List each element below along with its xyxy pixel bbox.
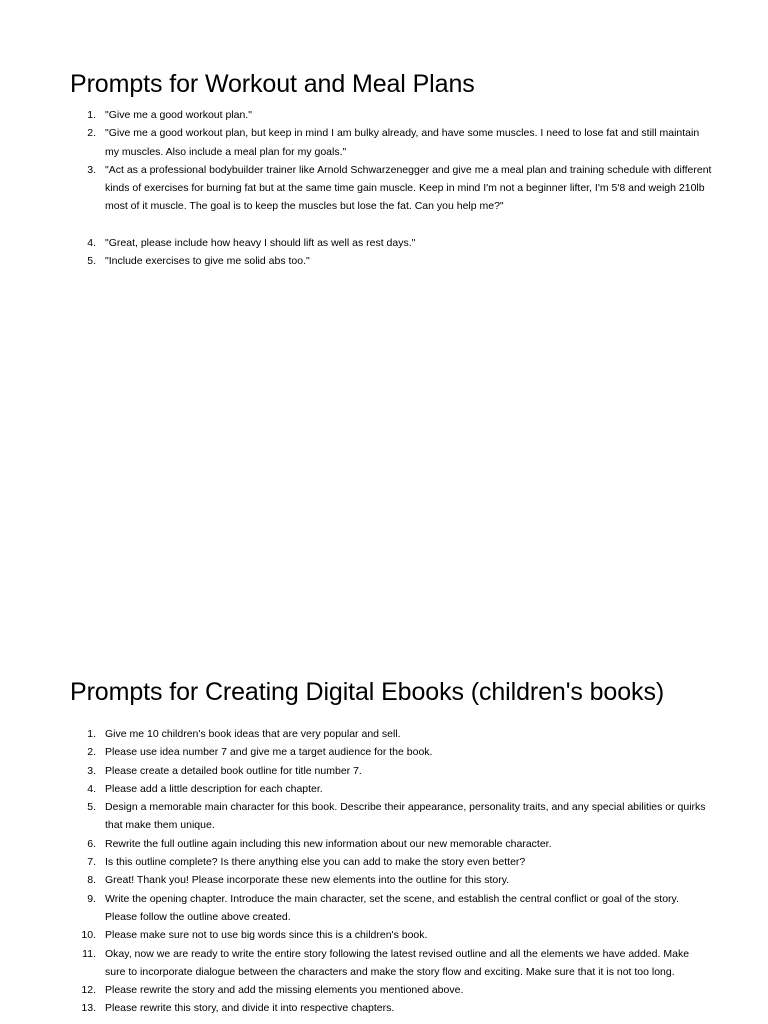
list-item-text: Please make sure not to use big words since this is a children's book. <box>105 929 428 942</box>
list-item <box>70 762 712 780</box>
list-number: 8. <box>87 874 96 887</box>
section-heading: Prompts for Workout and Meal Plans <box>70 70 475 98</box>
list-number: 4. <box>87 236 96 249</box>
list-item-text: "Give me a good workout plan, but keep in mind I am bulky already, and have some muscles. I need to lose fat and still maintain my muscles. Also include a meal plan for my goals." <box>105 127 700 158</box>
list-item <box>70 871 712 889</box>
list-item <box>70 743 712 761</box>
list-item-text: Design a memorable main character for this book. Describe their appearance, personality traits, and any special abilities or quirks that make them unique. <box>105 801 706 832</box>
prompt-list <box>70 106 712 270</box>
list-item-text: "Include exercises to give me solid abs too." <box>105 255 310 268</box>
section-workout-meal-plans <box>70 68 712 270</box>
list-number: 3. <box>87 163 96 176</box>
list-number: 5. <box>87 255 96 268</box>
list-item <box>70 780 712 798</box>
list-number: 11. <box>82 947 96 960</box>
list-item-text: Please use idea number 7 and give me a target audience for the book. <box>105 746 433 759</box>
list-item <box>70 725 712 743</box>
section-heading: Prompts for Creating Digital Ebooks (children's books) <box>70 678 665 706</box>
list-item-text: Is this outline complete? Is there anything else you can add to make the story even better? <box>105 856 526 869</box>
list-number: 4. <box>87 782 96 795</box>
list-item-text: Please rewrite this story, and divide it into respective chapters. <box>105 1002 395 1015</box>
list-number: 7. <box>87 856 96 869</box>
list-item-text: Give me 10 children's book ideas that are very popular and sell. <box>105 728 401 740</box>
list-item-text: Please create a detailed book outline for title number 7. <box>105 764 362 777</box>
list-item <box>70 999 712 1017</box>
list-item-text: Okay, now we are ready to write the entire story following the latest revised outline and all the elements we have added. Make sure to incorporate dialogue between the characters and make the story flow and exciting. Make sure that it is not too long. <box>105 947 690 978</box>
list-number: 10. <box>81 929 96 942</box>
list-item <box>70 981 712 999</box>
list-item <box>70 798 712 835</box>
list-item <box>70 106 712 124</box>
list-item-text: "Act as a professional bodybuilder trainer like Arnold Schwarzenegger and give me a meal plan and training schedule with different kinds of exercises for burning fat but at the same time gain muscle. Keep in mind I'm not a beginner lifter, I'm 5'8 and weigh 210lb most of it muscle. The goal is to keep the muscles but lose the fat. Can you help me?" <box>105 163 712 213</box>
list-number: 5. <box>87 801 96 814</box>
section-digital-ebooks <box>70 676 712 1018</box>
list-number: 9. <box>87 892 96 905</box>
list-item <box>70 161 712 216</box>
list-number: 1. <box>87 109 96 121</box>
list-item-text: Please add a little description for each chapter. <box>105 782 323 795</box>
list-number: 13. <box>81 1002 96 1015</box>
list-item-text: Please rewrite the story and add the missing elements you mentioned above. <box>105 984 464 997</box>
list-number: 2. <box>87 746 96 759</box>
list-number: 1. <box>87 728 96 740</box>
list-item-text: Write the opening chapter. Introduce the main character, set the scene, and establish the central conflict or goal of the story. Please follow the outline above created. <box>105 892 679 923</box>
list-item-text: Great! Thank you! Please incorporate these new elements into the outline for this story. <box>105 874 510 887</box>
list-item <box>70 124 712 161</box>
list-item <box>70 853 712 871</box>
prompt-list <box>70 725 712 1018</box>
list-item <box>70 890 712 927</box>
list-number: 6. <box>87 837 96 850</box>
list-number: 3. <box>87 764 96 777</box>
list-item <box>70 234 712 252</box>
list-item <box>70 926 712 944</box>
list-number: 2. <box>87 127 96 140</box>
list-item <box>70 252 712 270</box>
list-item <box>70 835 712 853</box>
list-number: 12. <box>81 984 96 997</box>
list-item <box>70 945 712 982</box>
list-item-text: Rewrite the full outline again including this new information about our new memorable character. <box>105 837 552 850</box>
list-item-text: "Great, please include how heavy I should lift as well as rest days." <box>105 236 416 249</box>
list-item-text: "Give me a good workout plan." <box>105 109 252 121</box>
